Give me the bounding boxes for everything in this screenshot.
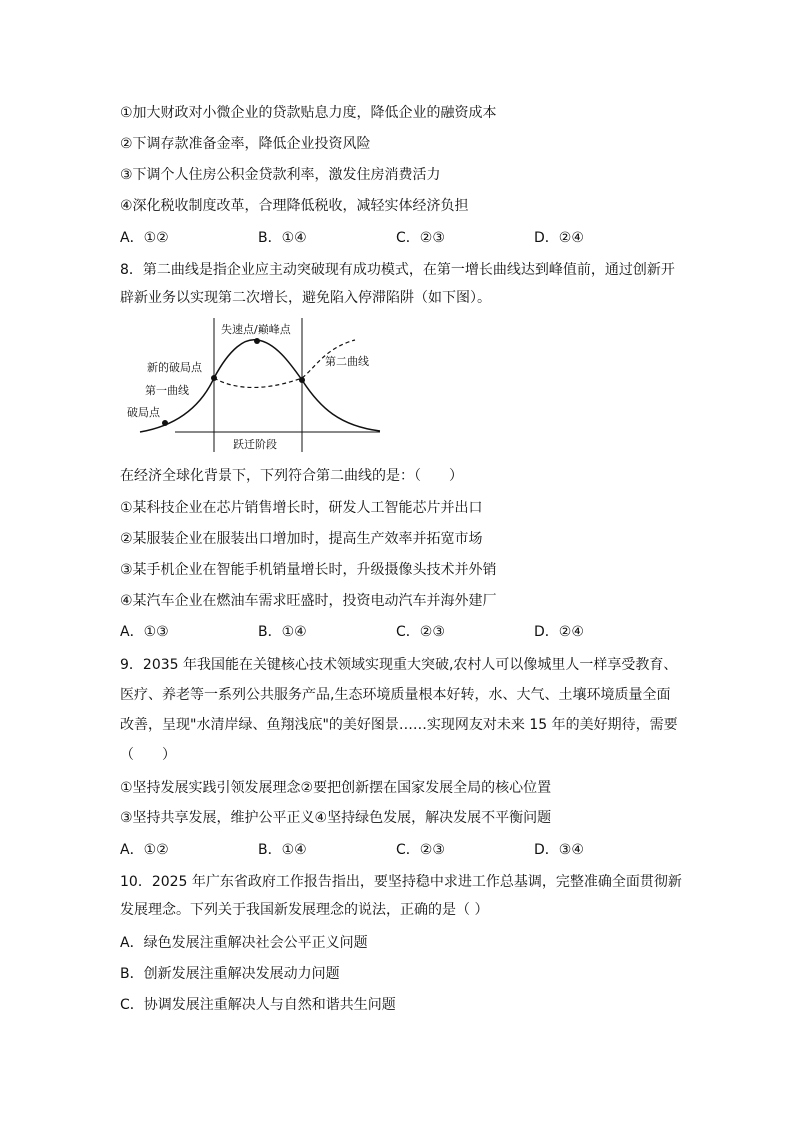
intersection-marker — [299, 377, 305, 383]
label-break-point: 破局点 — [127, 406, 160, 419]
q8-option-c[interactable]: C．②③ — [396, 624, 445, 640]
q8-option-a[interactable]: A．①③ — [120, 624, 169, 640]
q7-option-d[interactable]: D．②④ — [534, 230, 584, 246]
q9-stem-line-1: 9．2035 年我国能在关键核心技术领域实现重大突破,农村人可以像城里人一样享受教育、 — [120, 657, 678, 673]
q7-option-c[interactable]: C．②③ — [396, 230, 445, 246]
q8-item-2: ②某服装企业在服装出口增加时，提高生产效率并拓宽市场 — [120, 531, 483, 547]
q10-option-a[interactable]: A．绿色发展注重解决社会公平正义问题 — [120, 935, 368, 951]
label-first-curve: 第一曲线 — [145, 384, 189, 397]
q9-option-b[interactable]: B．①④ — [258, 842, 307, 858]
label-leap-stage: 跃迁阶段 — [233, 438, 277, 451]
q9-option-c[interactable]: C．②③ — [396, 842, 445, 858]
label-second-curve: 第二曲线 — [325, 355, 369, 368]
q7-item-3: ③下调个人住房公积金贷款利率，激发住房消费活力 — [120, 167, 441, 183]
label-new-break: 新的破局点 — [147, 361, 202, 374]
q9-item-line-1: ①坚持发展实践引领发展理念②要把创新摆在国家发展全局的核心位置 — [120, 780, 552, 796]
q8-option-b[interactable]: B．①④ — [258, 624, 307, 640]
q9-stem-line-3: 改善，呈现"水清岸绿、鱼翔浅底"的美好图景……实现网友对未来 15 年的美好期待，需要 — [120, 717, 678, 733]
q9-stem-line-2: 医疗、养老等一系列公共服务产品,生态环境质量根本好转，水、大气、土壤环境质量全面 — [120, 687, 671, 703]
label-peak: 失速点/巅峰点 — [221, 323, 291, 336]
q8-stem-line-2: 辟新业务以实现第二次增长，避免陷入停滞陷阱（如下图）。 — [120, 290, 491, 306]
q10-stem-line-2: 发展理念。下列关于我国新发展理念的说法，正确的是（ ） — [120, 902, 489, 918]
q8-stem-line-1: 8．第二曲线是指企业应主动突破现有成功模式，在第一增长曲线达到峰值前，通过创新开 — [120, 262, 675, 278]
q10-option-c[interactable]: C．协调发展注重解决人与自然和谐共生问题 — [120, 997, 396, 1013]
peak-point-marker — [254, 338, 260, 344]
q7-option-a[interactable]: A．①② — [120, 230, 169, 246]
q7-item-4: ④深化税收制度改革，合理降低税收，减轻实体经济负担 — [120, 198, 469, 214]
q9-option-a[interactable]: A．①② — [120, 842, 169, 858]
break-point-marker — [162, 420, 168, 426]
q7-item-2: ②下调存款准备金率，降低企业投资风险 — [120, 136, 371, 152]
q10-option-b[interactable]: B．创新发展注重解决发展动力问题 — [120, 966, 340, 982]
q8-item-1: ①某科技企业在芯片销售增长时，研发人工智能芯片并出口 — [120, 500, 483, 516]
q8-question: 在经济全球化背景下，下列符合第二曲线的是：（ ） — [120, 468, 463, 484]
q9-option-d[interactable]: D．③④ — [534, 842, 584, 858]
second-curve-diagram — [115, 318, 395, 458]
q9-item-line-2: ③坚持共享发展，维护公平正义④坚持绿色发展，解决发展不平衡问题 — [120, 810, 552, 826]
q8-option-d[interactable]: D．②④ — [534, 624, 584, 640]
q9-stem-line-4: （ ） — [120, 747, 176, 763]
q7-option-b[interactable]: B．①④ — [258, 230, 307, 246]
q8-item-3: ③某手机企业在智能手机销量增长时，升级摄像头技术并外销 — [120, 562, 497, 578]
q10-stem-line-1: 10．2025 年广东省政府工作报告指出，要坚持稳中求进工作总基调，完整准确全面贯彻新 — [120, 874, 682, 890]
q8-item-4: ④某汽车企业在燃油车需求旺盛时，投资电动汽车并海外建厂 — [120, 593, 497, 609]
q7-item-1: ①加大财政对小微企业的贷款贴息力度，降低企业的融资成本 — [120, 105, 497, 121]
new-break-point-marker — [211, 375, 217, 381]
